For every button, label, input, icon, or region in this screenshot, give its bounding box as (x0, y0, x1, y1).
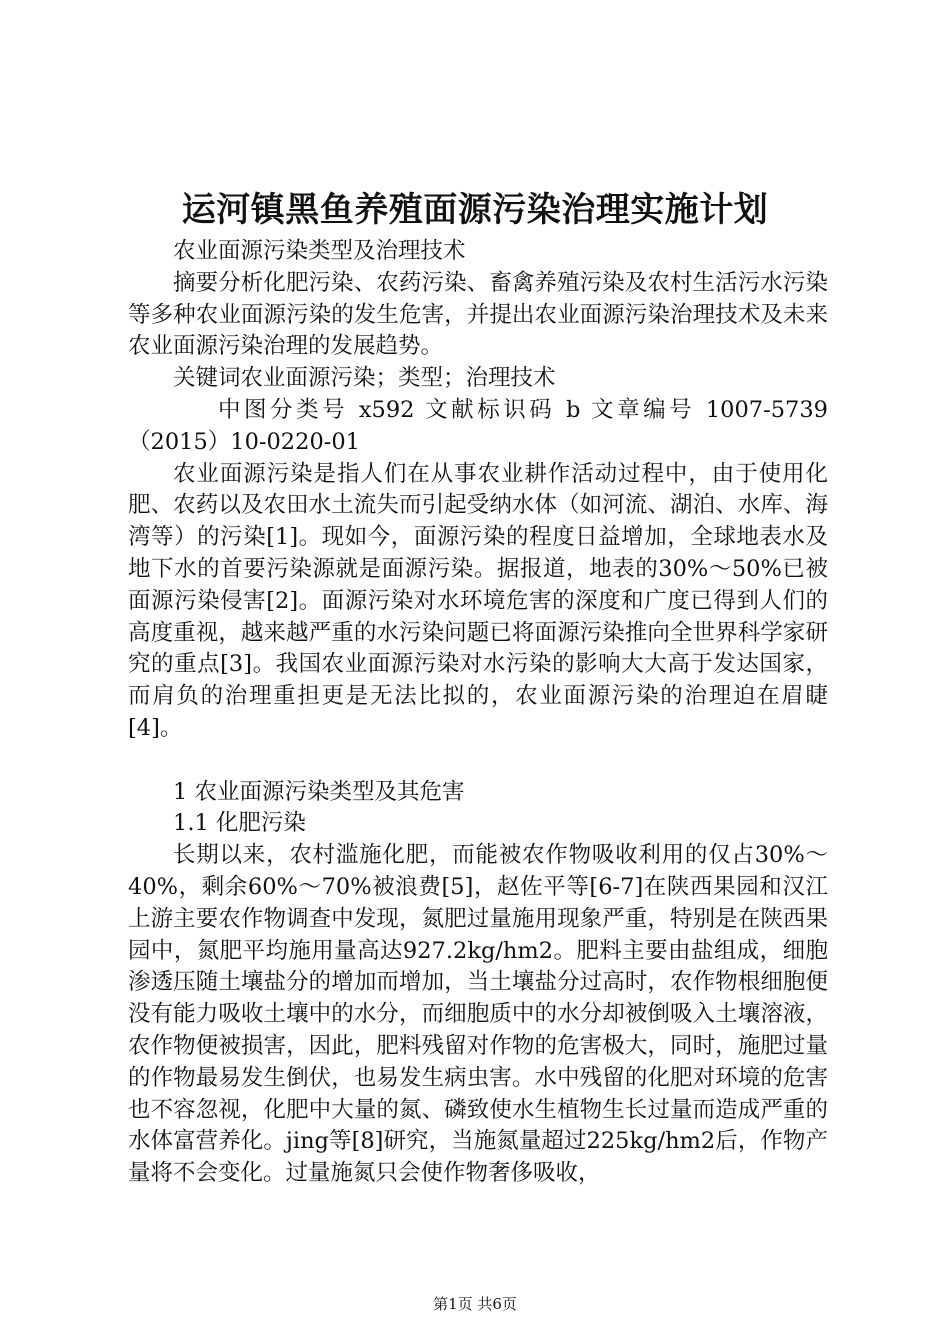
fertilizer-paragraph: 长期以来，农村滥施化肥，而能被农作物吸收利用的仅占30%～40%，剩余60%～70%被浪费[5]，赵佐平等[6-7]在陕西果园和汉江上游主要农作物调查中发现，氮肥过量施用现象严重，特别是在陕西果园中，氮肥平均施用量高达927.2kg/hm2。肥料主要由盐组成，细胞渗透压随土壤盐分的增加而增加，当土壤盐分过高时，农作物根细胞便没有能力吸收土壤中的水分，而细胞质中的水分却被倒吸入土壤溶液，农作物便被损害，因此，肥料残留对作物的危害极大，同时，施肥过量的作物最易发生倒伏，也易发生病虫害。水中残留的化肥对环境的危害也不容忽视，化肥中大量的氮、磷致使水生植物生长过量而造成严重的水体富营养化。jing等[8]研究，当施氮量超过225kg/hm2后，作物产量将不会变化。过量施氮只会使作物奢侈吸收， (128, 842, 828, 1187)
intro-paragraph: 农业面源污染是指人们在从事农业耕作活动过程中，由于使用化肥、农药以及农田水土流失而引起受纳水体（如河流、湖泊、水库、海湾等）的污染[1]。现如今，面源污染的程度日益增加，全球地表水及地下水的首要污染源就是面源污染。据报道，地表的30%～50%已被面源污染侵害[2]。面源污染对水环境危害的深度和广度已得到人们的高度重视，越来越严重的水污染问题已将面源污染推向全世界科学家研究的重点[3]。我国农业面源污染对水污染的影响大大高于发达国家，而肩负的治理重担更是无法比拟的，农业面源污染的治理迫在眉睫[4]。 (128, 460, 828, 741)
subtitle-paragraph: 农业面源污染类型及治理技术 (173, 238, 466, 264)
keywords-paragraph: 关键词农业面源污染；类型；治理技术 (173, 365, 556, 392)
section-heading-1-1: 1.1 化肥污染 (173, 810, 306, 837)
page-footer: 第1页 共6页 (433, 1295, 517, 1313)
document-title: 运河镇黑鱼养殖面源污染治理实施计划 (181, 190, 769, 230)
abstract-paragraph: 摘要分析化肥污染、农药污染、畜禽养殖污染及农村生活污水污染等多种农业面源污染的发生危害，并提出农业面源污染治理技术及未来农业面源污染治理的发展趋势。 (128, 269, 828, 360)
document-body (128, 236, 828, 1190)
section-heading-1: 1 农业面源污染类型及其危害 (173, 778, 465, 805)
paragraph-spacer (128, 745, 828, 777)
classification-paragraph: 中图分类号 x592 文献标识码 b 文章编号 1007-5739（2015）10-0220-01 (128, 396, 828, 455)
